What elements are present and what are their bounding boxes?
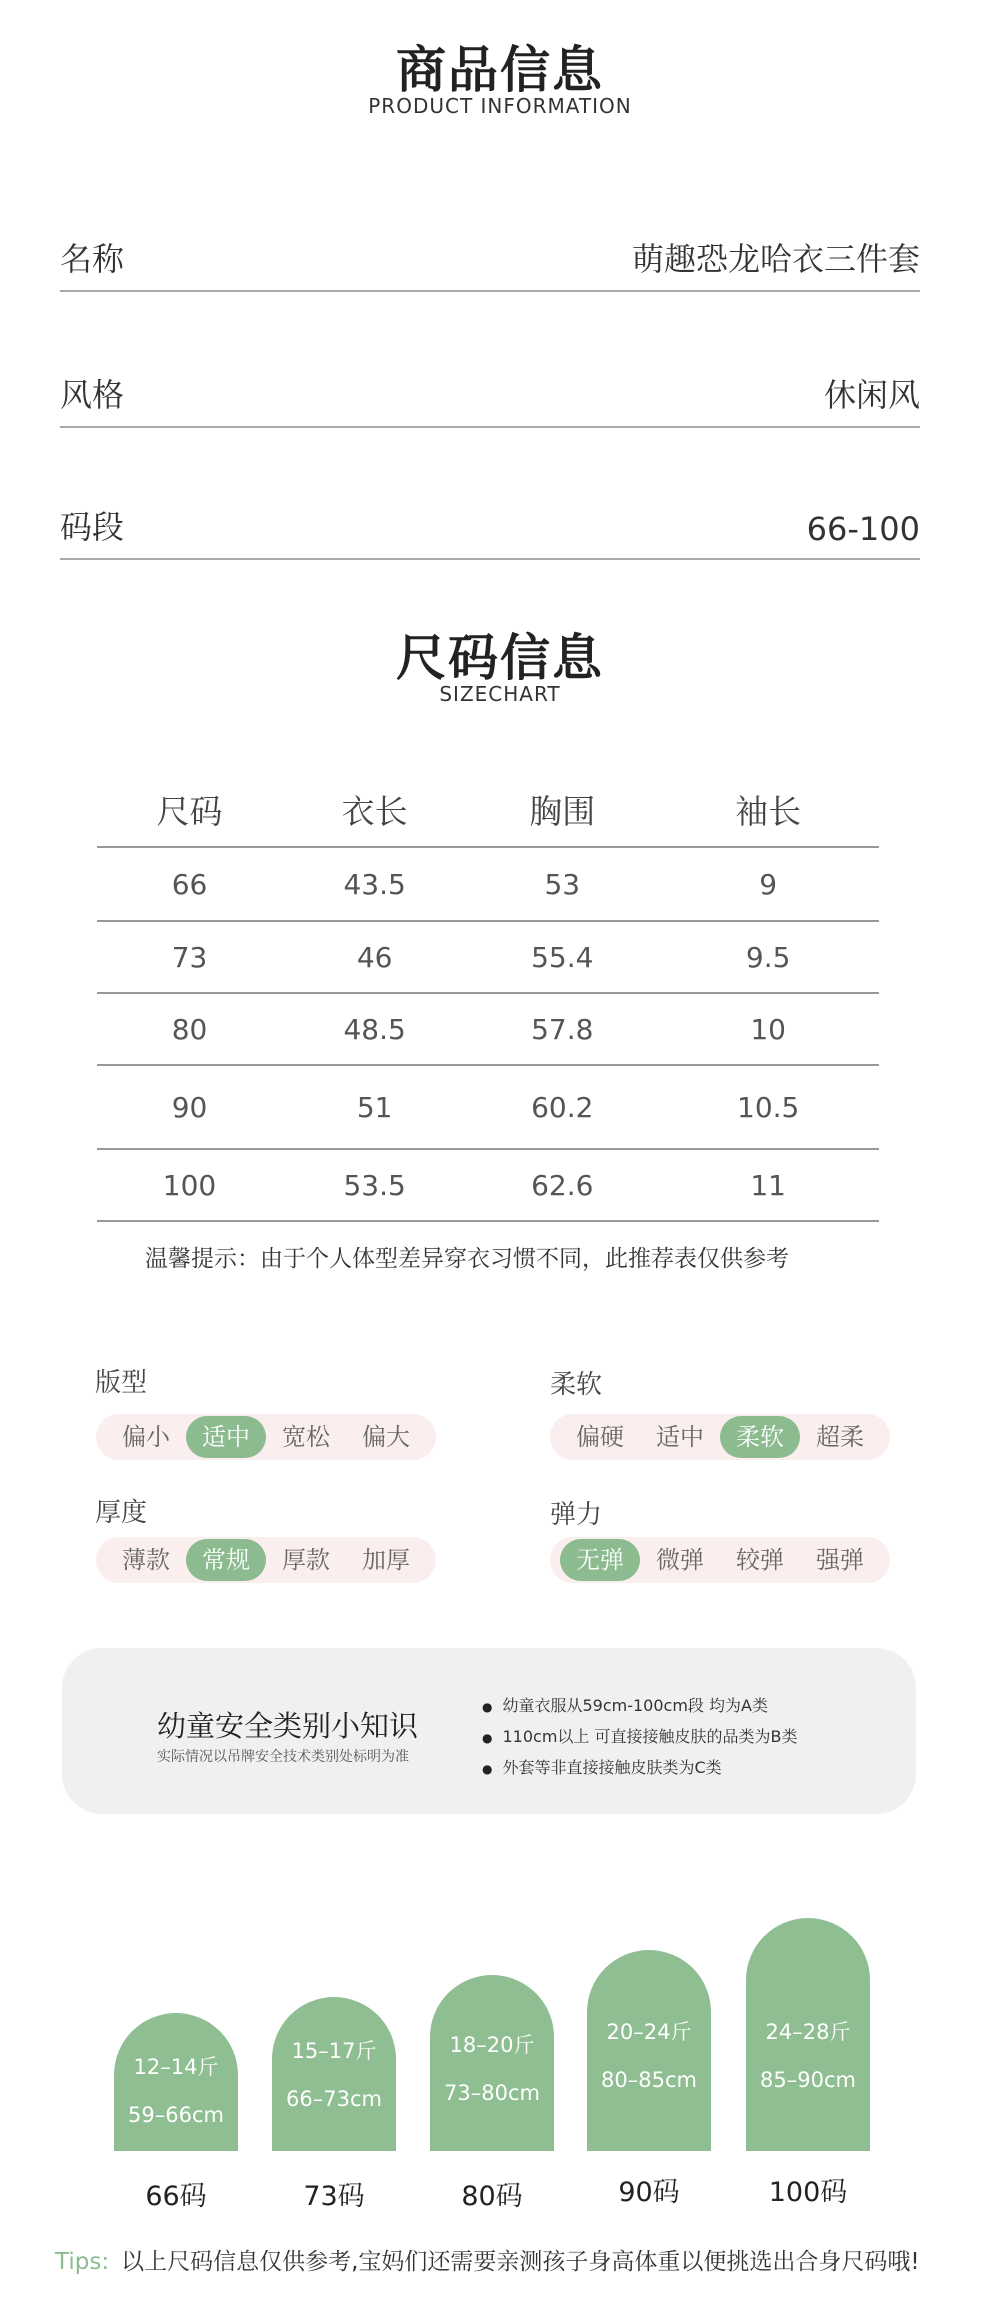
table-cell: 11 bbox=[657, 1149, 879, 1221]
pill-option-selected: 适中 bbox=[186, 1416, 266, 1458]
size-code-label: 90码 bbox=[618, 2177, 680, 2208]
height-range: 66–73cm bbox=[286, 2087, 382, 2111]
size-recommend-100 bbox=[746, 1918, 870, 2151]
pill-option: 厚款 bbox=[282, 1546, 330, 1574]
table-row bbox=[97, 847, 879, 921]
info-value: 66-100 bbox=[806, 510, 920, 548]
product-info-title: 商品信息 bbox=[396, 41, 604, 99]
weight-range: 20–24斤 bbox=[606, 2020, 692, 2044]
safety-title: 幼童安全类别小知识 bbox=[157, 1709, 419, 1743]
table-header-row bbox=[97, 772, 879, 847]
attr-label-elasticity: 弹力 bbox=[550, 1500, 603, 1530]
info-label: 名称 bbox=[60, 240, 125, 278]
sizechart-subtitle: SIZECHART bbox=[439, 682, 561, 706]
weight-range: 18–20斤 bbox=[449, 2033, 535, 2057]
size-code-label: 66码 bbox=[145, 2181, 207, 2212]
info-value: 萌趣恐龙哈衣三件套 bbox=[631, 240, 920, 278]
tips-tag: Tips: bbox=[55, 2249, 110, 2275]
pill-option: 适中 bbox=[656, 1423, 704, 1451]
pill-option: 强弹 bbox=[816, 1546, 864, 1574]
weight-range: 15–17斤 bbox=[291, 2039, 377, 2063]
table-cell: 57.8 bbox=[467, 993, 657, 1065]
info-row-size-range bbox=[60, 488, 920, 560]
pill-option: 薄款 bbox=[122, 1546, 170, 1574]
height-range: 85–90cm bbox=[760, 2068, 856, 2092]
safety-info-card bbox=[62, 1648, 916, 1814]
list-item: ● 外套等非直接接触皮肤类为C类 bbox=[482, 1752, 797, 1783]
attr-fit-scale bbox=[96, 1414, 436, 1460]
size-code-label: 80码 bbox=[461, 2181, 523, 2212]
table-cell: 55.4 bbox=[467, 921, 657, 993]
size-code-label: 100码 bbox=[768, 2177, 848, 2208]
sizechart-note: 温馨提示：由于个人体型差异穿衣习惯不同，此推荐表仅供参考 bbox=[145, 1246, 789, 1272]
table-header-sleeve: 袖长 bbox=[657, 772, 879, 847]
pill-option-selected: 无弹 bbox=[560, 1539, 640, 1581]
table-cell: 100 bbox=[97, 1149, 282, 1221]
table-cell: 62.6 bbox=[467, 1149, 657, 1221]
table-cell: 9 bbox=[657, 847, 879, 921]
info-row-name bbox=[60, 220, 920, 292]
tips-text: 以上尺码信息仅供参考,宝妈们还需要亲测孩子身高体重以便挑选出合身尺码哦! bbox=[121, 2249, 920, 2275]
weight-range: 12–14斤 bbox=[133, 2055, 219, 2079]
pill-option: 微弹 bbox=[656, 1546, 704, 1574]
info-row-style bbox=[60, 356, 920, 428]
pill-option-selected: 柔软 bbox=[720, 1416, 800, 1458]
table-cell: 51 bbox=[282, 1065, 467, 1149]
height-range: 80–85cm bbox=[601, 2068, 697, 2092]
height-range: 73–80cm bbox=[444, 2081, 540, 2105]
table-cell: 10 bbox=[657, 993, 879, 1065]
size-recommend-73 bbox=[272, 1997, 396, 2151]
weight-range: 24–28斤 bbox=[765, 2020, 851, 2044]
table-header-length: 衣长 bbox=[282, 772, 467, 847]
pill-option: 较弹 bbox=[736, 1546, 784, 1574]
table-cell: 46 bbox=[282, 921, 467, 993]
table-cell: 60.2 bbox=[467, 1065, 657, 1149]
size-code-label: 73码 bbox=[303, 2181, 365, 2212]
table-header-size: 尺码 bbox=[97, 772, 282, 847]
pill-option: 加厚 bbox=[362, 1546, 410, 1574]
table-cell: 9.5 bbox=[657, 921, 879, 993]
size-table bbox=[97, 772, 879, 1222]
size-recommend-90 bbox=[587, 1950, 711, 2151]
safety-list bbox=[482, 1690, 797, 1783]
safety-subtitle: 实际情况以吊牌安全技术类别处标明为准 bbox=[157, 1749, 409, 1765]
table-cell: 10.5 bbox=[657, 1065, 879, 1149]
table-cell: 48.5 bbox=[282, 993, 467, 1065]
table-row bbox=[97, 1065, 879, 1149]
tips-footer bbox=[55, 2243, 920, 2276]
info-label: 风格 bbox=[60, 376, 125, 414]
pill-option: 偏大 bbox=[362, 1423, 410, 1451]
size-recommend-80 bbox=[430, 1975, 554, 2151]
table-cell: 43.5 bbox=[282, 847, 467, 921]
pill-option: 偏小 bbox=[122, 1423, 170, 1451]
sizechart-title: 尺码信息 bbox=[396, 629, 604, 687]
list-item: ● 110cm以上 可直接接触皮肤的品类为B类 bbox=[482, 1721, 797, 1752]
table-cell: 73 bbox=[97, 921, 282, 993]
info-value: 休闲风 bbox=[823, 376, 920, 414]
pill-option: 偏硬 bbox=[576, 1423, 624, 1451]
table-cell: 90 bbox=[97, 1065, 282, 1149]
pill-option-selected: 常规 bbox=[186, 1539, 266, 1581]
height-range: 59–66cm bbox=[128, 2103, 224, 2127]
table-cell: 80 bbox=[97, 993, 282, 1065]
pill-option: 宽松 bbox=[282, 1423, 330, 1451]
pill-option: 超柔 bbox=[816, 1423, 864, 1451]
attr-elasticity-scale bbox=[550, 1537, 890, 1583]
attr-label-fit: 版型 bbox=[95, 1368, 148, 1398]
list-item: ● 幼童衣服从59cm-100cm段 均为A类 bbox=[482, 1690, 797, 1721]
attr-label-thickness: 厚度 bbox=[95, 1498, 148, 1528]
table-cell: 66 bbox=[97, 847, 282, 921]
table-row bbox=[97, 1149, 879, 1221]
size-recommend-66 bbox=[114, 2013, 238, 2151]
attr-softness-scale bbox=[550, 1414, 890, 1460]
table-row bbox=[97, 993, 879, 1065]
product-info-subtitle: PRODUCT INFORMATION bbox=[368, 94, 632, 118]
table-row bbox=[97, 921, 879, 993]
table-header-chest: 胸围 bbox=[467, 772, 657, 847]
table-cell: 53 bbox=[467, 847, 657, 921]
attr-thickness-scale bbox=[96, 1537, 436, 1583]
info-label: 码段 bbox=[60, 508, 125, 546]
attr-label-softness: 柔软 bbox=[550, 1370, 603, 1400]
table-cell: 53.5 bbox=[282, 1149, 467, 1221]
